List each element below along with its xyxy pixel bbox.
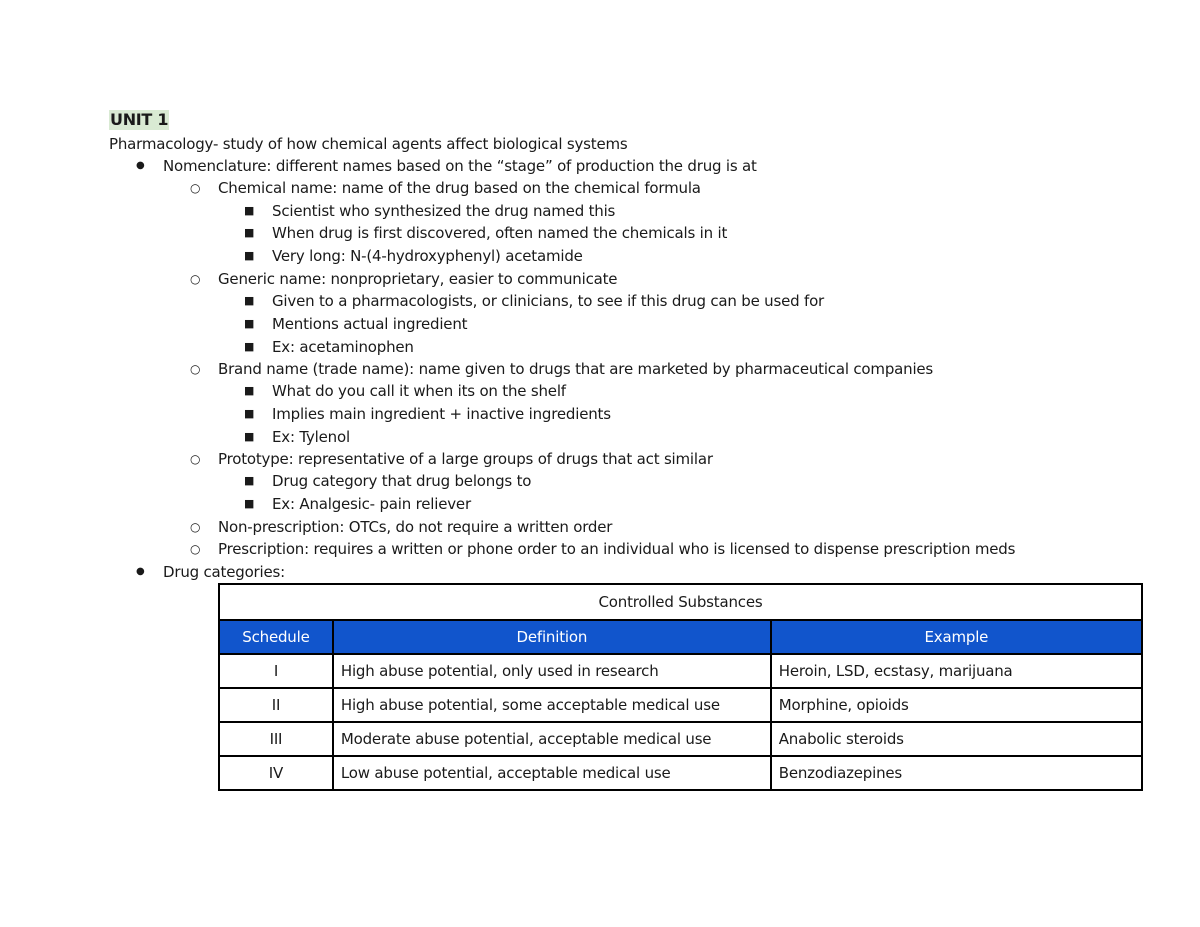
bullet-dot-icon: ● [136, 160, 145, 171]
intro-line: Pharmacology- study of how chemical agents affect biological systems [109, 135, 628, 153]
list-item: Drug category that drug belongs to [272, 472, 532, 490]
definition-cell: High abuse potential, some acceptable medical use [333, 688, 771, 722]
list-item: Brand name (trade name): name given to drugs that are marketed by pharmaceutical companies [218, 360, 934, 378]
example-cell: Benzodiazepines [771, 756, 1142, 790]
bullet-square-icon: ■ [244, 407, 255, 420]
list-item: Very long: N-(4-hydroxyphenyl) acetamide [272, 247, 583, 265]
example-cell: Morphine, opioids [771, 688, 1142, 722]
table-title-row [219, 584, 1142, 620]
list-item: Implies main ingredient + inactive ingredients [272, 405, 611, 423]
column-header-definition: Definition [333, 620, 771, 654]
column-header-schedule: Schedule [219, 620, 333, 654]
bullet-circle-icon: ○ [190, 362, 201, 376]
list-item: What do you call it when its on the shelf [272, 382, 566, 400]
table-title: Controlled Substances [219, 584, 1142, 620]
bullet-square-icon: ■ [244, 430, 255, 443]
controlled-substances-table [218, 583, 1143, 791]
column-header-example: Example [771, 620, 1142, 654]
table-row [219, 756, 1142, 790]
schedule-cell: II [219, 688, 333, 722]
table-row [219, 688, 1142, 722]
schedule-cell: I [219, 654, 333, 688]
definition-cell: High abuse potential, only used in research [333, 654, 771, 688]
bullet-square-icon: ■ [244, 474, 255, 487]
schedule-cell: III [219, 722, 333, 756]
table-header-row [219, 620, 1142, 654]
example-cell: Anabolic steroids [771, 722, 1142, 756]
list-item: Ex: acetaminophen [272, 338, 414, 356]
bullet-dot-icon: ● [136, 566, 145, 577]
list-item: Prototype: representative of a large groups of drugs that act similar [218, 450, 713, 468]
bullet-square-icon: ■ [244, 204, 255, 217]
bullet-square-icon: ■ [244, 317, 255, 330]
bullet-square-icon: ■ [244, 384, 255, 397]
schedule-cell: IV [219, 756, 333, 790]
bullet-square-icon: ■ [244, 340, 255, 353]
list-item: Non-prescription: OTCs, do not require a written order [218, 518, 613, 536]
list-item: Ex: Tylenol [272, 428, 350, 446]
unit-heading: UNIT 1 [110, 110, 169, 129]
bullet-circle-icon: ○ [190, 452, 201, 466]
example-cell: Heroin, LSD, ecstasy, marijuana [771, 654, 1142, 688]
bullet-circle-icon: ○ [190, 181, 201, 195]
bullet-circle-icon: ○ [190, 520, 201, 534]
table-row [219, 654, 1142, 688]
bullet-square-icon: ■ [244, 497, 255, 510]
definition-cell: Low abuse potential, acceptable medical use [333, 756, 771, 790]
list-item: When drug is first discovered, often named the chemicals in it [272, 224, 728, 242]
list-item: Ex: Analgesic- pain reliever [272, 495, 471, 513]
table-row [219, 722, 1142, 756]
list-item: Prescription: requires a written or phone order to an individual who is licensed to dispense prescription meds [218, 540, 1016, 558]
list-item: Drug categories: [163, 563, 285, 581]
bullet-circle-icon: ○ [190, 272, 201, 286]
list-item: Generic name: nonproprietary, easier to communicate [218, 270, 618, 288]
definition-cell: Moderate abuse potential, acceptable medical use [333, 722, 771, 756]
bullet-square-icon: ■ [244, 226, 255, 239]
list-item: Chemical name: name of the drug based on the chemical formula [218, 179, 701, 197]
list-item: Given to a pharmacologists, or clinicians, to see if this drug can be used for [272, 292, 825, 310]
bullet-circle-icon: ○ [190, 542, 201, 556]
bullet-square-icon: ■ [244, 249, 255, 262]
list-item: Nomenclature: different names based on the “stage” of production the drug is at [163, 157, 757, 175]
list-item: Scientist who synthesized the drug named this [272, 202, 616, 220]
bullet-square-icon: ■ [244, 294, 255, 307]
list-item: Mentions actual ingredient [272, 315, 468, 333]
